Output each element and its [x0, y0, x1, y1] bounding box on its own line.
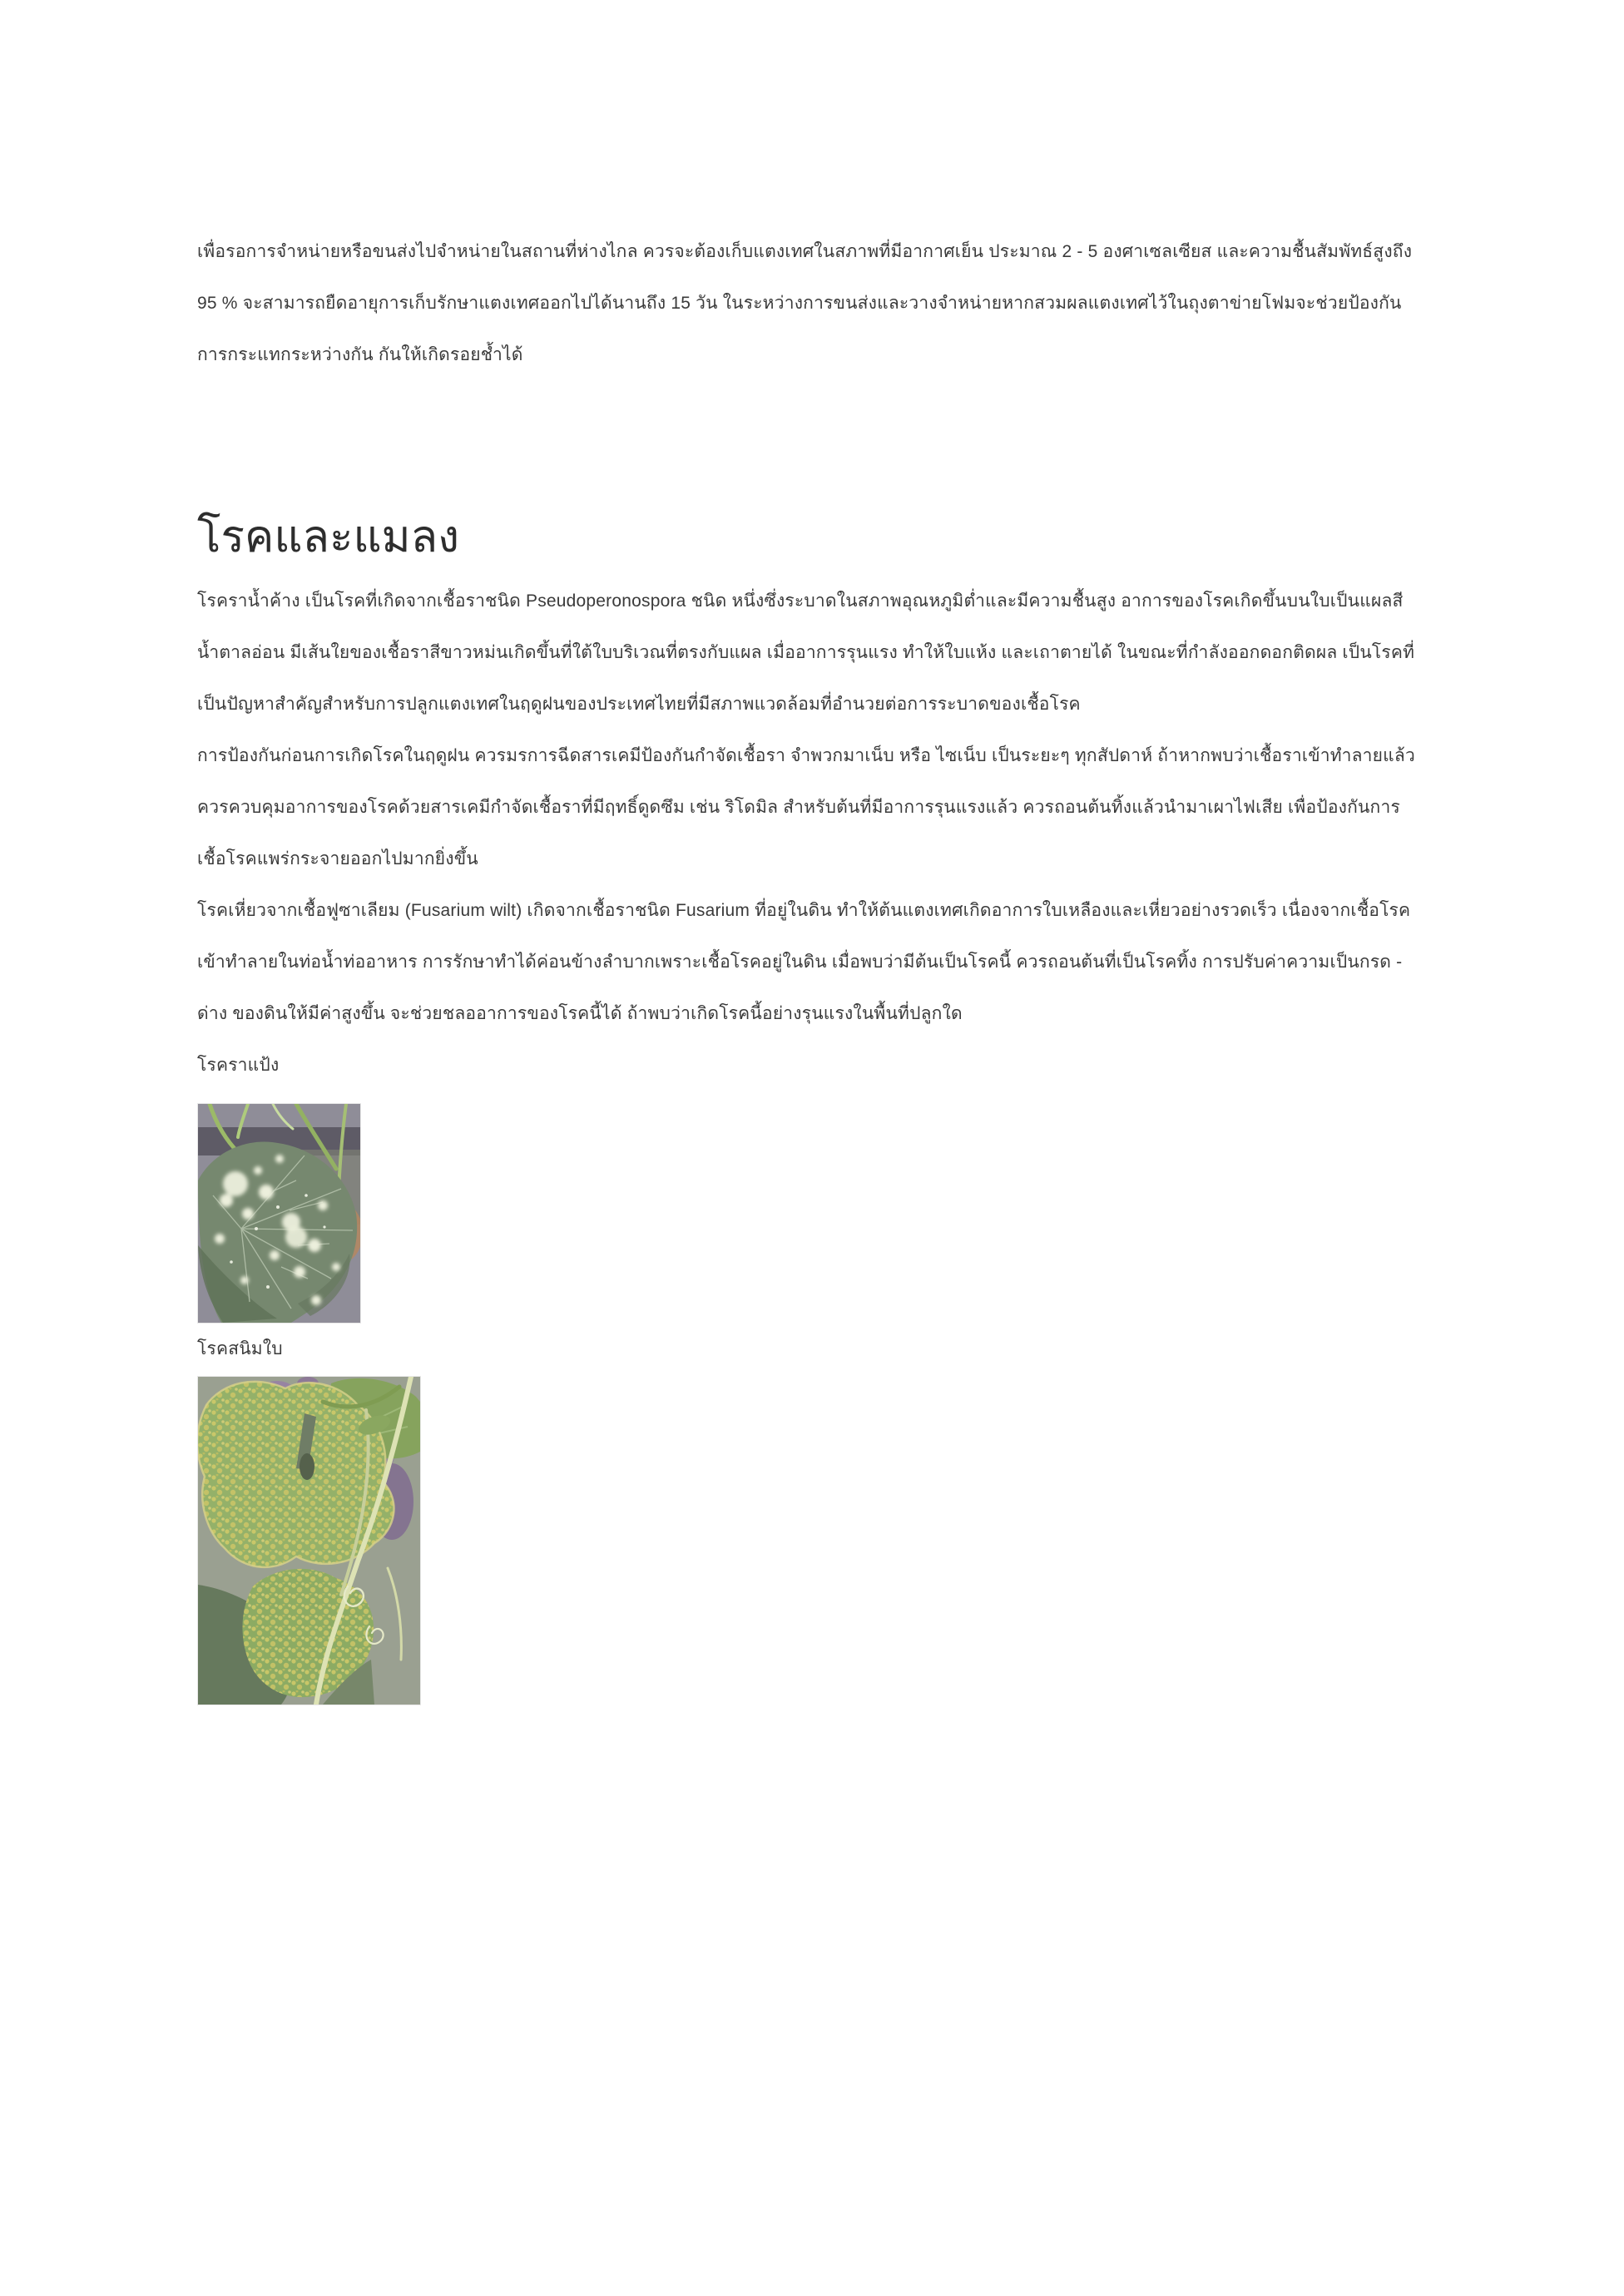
figure-caption-powdery-mildew: โรคราแป้ง — [197, 1056, 280, 1075]
paragraph-fusarium-wilt: โรคเหี่ยวจากเชื้อฟูซาเลียม (Fusarium wilt) เกิดจากเชื้อราชนิด Fusarium ที่อยู่ในดิน ทำให้ต้นแตงเทศเกิดอาการใบเหลืองและเหี่ยวอย่างรวดเร็ว เนื่องจากเชื้อโรคเข้าทำลายในท่อน้ำท่ออาหาร การรักษาทำได้ค่อนข้างลำบากเพราะเชื้อโรคอยู่ในดิน เมื่อพบว่ามีต้นเป็นโรคนี้ ควรถอนต้นที่เป็นโรคทิ้ง การปรับค่าความเป็นกรด - ด่าง ของดินให้มีค่าสูงขึ้น จะช่วยชลออาการของโรคนี้ได้ ถ้าพบว่าเกิดโรคนี้อย่างรุนแรงในพื้นที่ปลูกใด — [197, 901, 1411, 1023]
intro-paragraph: เพื่อรอการจำหน่ายหรือขนส่งไปจำหน่ายในสถานที่ห่างไกล ควรจะต้องเก็บแตงเทศในสภาพที่มีอากาศเย็น ประมาณ 2 - 5 องศาเซลเซียส และความชื้นสัมพัทธ์สูงถึง 95 % จะสามารถยืดอายุการเก็บรักษาแตงเทศออกไปได้นานถึง 15 วัน ในระหว่างการขนส่งและวางจำหน่ายหากสวมผลแตงเทศไว้ในถุงตาข่ายโฟมจะช่วยป้องกันการกระแทกระหว่างกัน กันให้เกิดรอยช้ำได้ — [197, 242, 1413, 364]
rust-spotted-leaf-photo — [197, 1376, 421, 1705]
section-heading: โรคและแมลง — [197, 512, 459, 562]
leaf-rust-figure — [197, 1376, 1427, 1705]
powdery-mildew-figure — [197, 1103, 1427, 1324]
paragraph-downy-mildew: โรคราน้ำค้าง เป็นโรคที่เกิดจากเชื้อราชนิด Pseudoperonospora ชนิด หนึ่งซึ่งระบาดในสภาพอุณหภูมิต่ำและมีความชื้นสูง อาการของโรคเกิดขึ้นบนใบเป็นแผลสีน้ำตาลอ่อน มีเส้นใยของเชื้อราสีขาวหม่นเกิดขึ้นที่ใต้ใบบริเวณที่ตรงกับแผล เมื่ออาการรุนแรง ทำให้ใบแห้ง และเถาตายได้ ในขณะที่กำลังออกดอกติดผล เป็นโรคที่เป็นปัญหาสำคัญสำหรับการปลูกแตงเทศในฤดูฝนของประเทศไทยที่มีสภาพแวดล้อมที่อำนวยต่อการระบาดของเชื้อโรค — [197, 591, 1415, 714]
figure-caption-leaf-rust: โรคสนิมใบ — [197, 1339, 283, 1358]
paragraph-prevention: การป้องกันก่อนการเกิดโรคในฤดูฝน ควรมรการฉีดสารเคมีป้องกันกำจัดเชื้อรา จำพวกมาเน็บ หรือ ไซเน็บ เป็นระยะๆ ทุกสัปดาห์ ถ้าหากพบว่าเชื้อราเข้าทำลายแล้วควรควบคุมอาการของโรคด้วยสารเคมีกำจัดเชื้อราที่มีฤทธิ์ดูดซึม เช่น ริโดมิล สำหรับต้นที่มีอาการรุนแรงแล้ว ควรถอนต้นทิ้งแล้วนำมาเผาไฟเสีย เพื่อป้องกันการเชื้อโรคแพร่กระจายออกไปมากยิ่งขึ้น — [197, 746, 1415, 868]
powdery-mildew-leaf-photo — [197, 1103, 361, 1324]
